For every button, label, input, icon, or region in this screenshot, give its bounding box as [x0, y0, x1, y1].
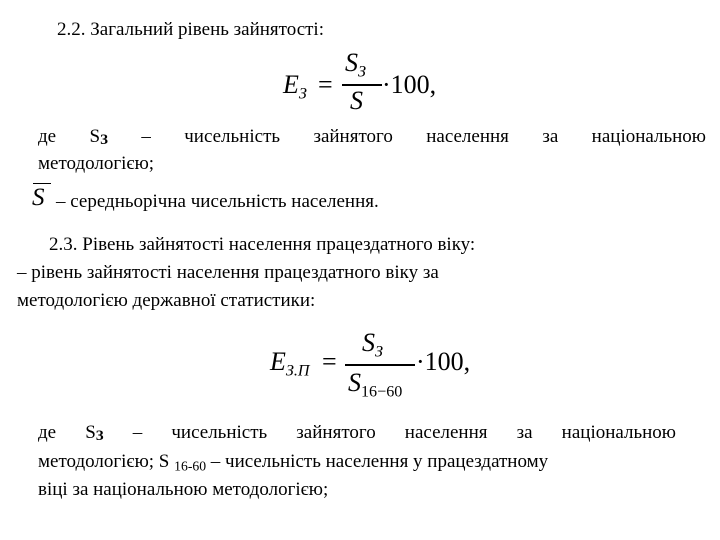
formula-2-equals: = [322, 347, 337, 376]
formula-multiplier: ·100, [382, 70, 437, 99]
s-bar-symbol: S [31, 183, 53, 211]
where-line-3: віці за національною методологією; [38, 479, 329, 500]
where-line-2: методологією; S 16-60 – чисельність населення у працездатному [38, 451, 549, 474]
formula-numerator: $S_З$ [345, 48, 366, 81]
explanation-line-3: – середньорічна чисельність населення. [56, 191, 379, 212]
explanation-line-2: методологією; [38, 153, 155, 174]
section-2-3-line-2: методологією державної статистики: [17, 290, 316, 311]
formula-2-numerator: $S_З$ [362, 328, 383, 361]
formula-2-denominator: $S_{16-60}$ [348, 368, 403, 401]
section-2-3-heading: 2.3. Рівень зайнятості населення працездатного віку: [49, 234, 476, 255]
formula-2-lhs: $E_{З.П}$ [270, 347, 310, 380]
formula-lhs: $E_З$ [283, 70, 307, 103]
section-2-3-line-1: – рівень зайнятості населення працездатного віку за [17, 262, 439, 283]
formula-2-multiplier: ·100, [416, 347, 471, 376]
section-2-2-heading: 2.2. Загальний рівень зайнятості: [57, 19, 324, 40]
formula-denominator: S [350, 86, 363, 115]
fraction-bar-2 [345, 364, 415, 366]
explanation-line-1: де SЗ – чисельність зайнятого населення за національною [38, 126, 706, 149]
formula-equals: = [318, 70, 333, 99]
where-line-1: де SЗ – чисельність зайнятого населення за національною [38, 422, 677, 445]
